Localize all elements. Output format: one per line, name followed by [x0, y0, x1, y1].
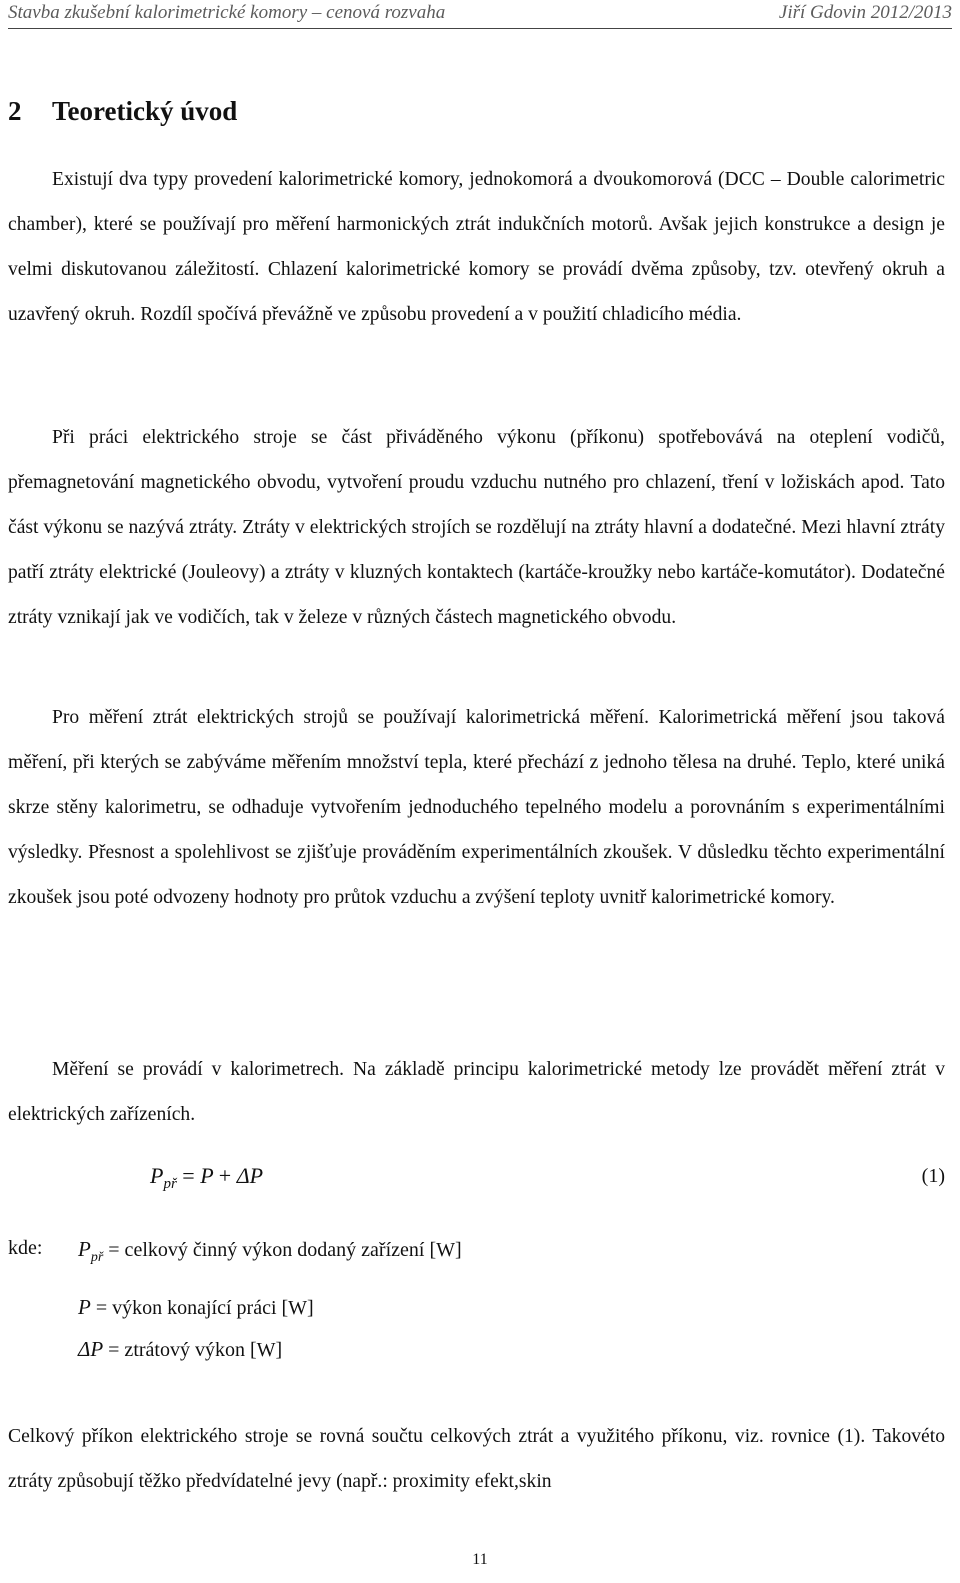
definition-row — [78, 1237, 462, 1266]
header-rule — [8, 28, 952, 29]
header-author-year: Jiří Gdovin 2012/2013 — [778, 2, 952, 23]
equation-term-1: P — [200, 1163, 214, 1188]
equation-formula — [150, 1163, 263, 1193]
paragraph-measurement-method: Měření se provádí v kalorimetrech. Na základě principu kalorimetrické metody lze provádět měření ztrát v elektrických zařízeních. — [8, 1059, 945, 1125]
definition-text: = ztrátový výkon [W] — [103, 1339, 283, 1361]
definition-row — [78, 1337, 282, 1362]
equation-lhs-subscript: př — [163, 1176, 177, 1192]
page-number: 11 — [472, 1551, 488, 1568]
definition-symbol: $P_{př}$ — [78, 1237, 104, 1265]
paragraph-calorimetric-measurement: Pro měření ztrát elektrických strojů se používají kalorimetrická měření. Kalorimetrická měření jsou taková měření, při kterých se zabýváme měřením množství tepla, které přechází z jednoho tělesa na druhé. Teplo, které uniká skrze stěny kalorimetru, se odhaduje vytvořením jednoduchého tepelného modelu a porovnáním s experimentálními výsledky. Přesnost a spolehlivost se zjišťuje prováděním experimentálních zkoušek. V důsledku těchto experimentální zkoušek jsou poté odvozeny hodnoty pro průtok vzduchu a zvýšení teploty uvnitř kalorimetrické komory. — [8, 707, 945, 908]
definition-text: = výkon konající práci [W] — [90, 1297, 314, 1319]
equation-lhs-symbol: P — [150, 1163, 164, 1188]
equation-term-2: ΔP — [236, 1163, 264, 1188]
equation-equals: = — [182, 1163, 195, 1188]
paragraph-machine-losses: Při práci elektrického stroje se část přiváděného výkonu (příkonu) spotřebovává na oteplení vodičů, přemagnetování magnetického obvodu, vytvoření proudu vzduchu nutného pro chlazení, tření v ložiskách apod. Tato část výkonu se nazývá ztráty. Ztráty v elektrických strojích se rozdělují na ztráty hlavní a dodatečné. Mezi hlavní ztráty patří ztráty elektrické (Jouleovy) a ztráty v kluzných kontaktech (kartáče-kroužky nebo kartáče-komutátor). Dodatečné ztráty vznikají jak ve vodičích, tak v železe v různých částech magnetického obvodu. — [8, 427, 945, 628]
equation-number: (1) — [921, 1165, 945, 1187]
definition-row — [78, 1295, 314, 1320]
equation-plus: + — [218, 1163, 232, 1188]
section-heading — [8, 96, 237, 127]
definition-text: = celkový činný výkon dodaný zařízení [W] — [103, 1239, 462, 1261]
running-header — [8, 0, 952, 30]
equation-1 — [0, 1157, 945, 1202]
definition-symbol: P — [78, 1295, 91, 1319]
paragraph-calorimeter-types: Existují dva typy provedení kalorimetrické komory, jednokomorá a dvoukomorová (DCC – Double calorimetric chamber), které se používají pro měření harmonických ztrát indukčních motorů. Avšak jejich konstrukce a design je velmi diskutovanou záležitostí. Chlazení kalorimetrické komory se provádí dvěma způsoby, tzv. otevřený okruh a uzavřený okruh. Rozdíl spočívá převážně ve způsobu provedení a v použití chladicího média. — [8, 169, 945, 325]
definition-symbol: ΔP — [78, 1337, 104, 1361]
section-number: 2 — [8, 96, 22, 126]
definitions-label: kde: — [8, 1237, 43, 1259]
paragraph-total-input: Celkový příkon elektrického stroje se rovná součtu celkových ztrát a využitého příkonu, viz. rovnice (1). Takovéto ztráty způsobují těžko předvídatelné jevy (např.: proximity efekt,skin — [8, 1426, 945, 1492]
header-title: Stavba zkušební kalorimetrické komory – cenová rozvaha — [8, 2, 446, 23]
section-title: Teoretický úvod — [52, 96, 238, 126]
